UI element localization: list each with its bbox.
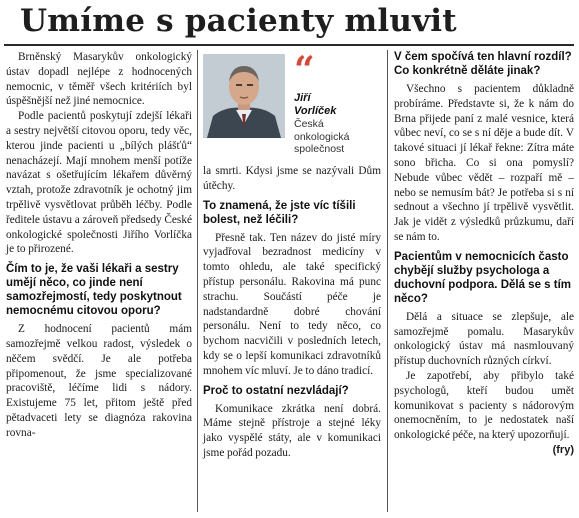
- headline-rule: [4, 44, 574, 46]
- answer-paragraph: Přesně tak. Ten název do jisté míry vyjadřoval bezradnost medicíny v tomto ohledu, ale také specifický přístup personálu. Rakovina má punc strachu. Součástí péče je nadstandardně dobré chování personálu. Není to tedy něco, co bychom nacvičili v posledních letech, kdy se o lepší komunikaci zdravotníků mnohem víc mluví. Je to dáno tradicí.: [203, 231, 381, 377]
- answer-paragraph: Dělá a situace se zlepšuje, ale samozřejmě pomalu. Masarykův onkologický ústav má nasmlouvaný přístup duchovních různých církví.: [394, 310, 574, 368]
- intro-paragraph: Brněnský Masarykův onkologický ústav dopadl nejlépe z hodnocených nemocnic, v těměř všech kritériích byl úspěšnější než jiné nemocnice.: [6, 51, 192, 108]
- interview-question: To znamená, že jste víc tíšili bolest, než léčili?: [203, 199, 356, 226]
- answer-paragraph: Komunikace zkrátka není dobrá. Máme stejně přístroje a stejné léky jako vyspělé státy, ale v komunikaci jsme pořád pozadu.: [203, 402, 381, 459]
- answer-paragraph: [394, 369, 574, 456]
- article-headline: Umíme s pacienty mluvit: [20, 3, 457, 39]
- portrait-photo: [203, 54, 285, 138]
- interview-question: Čím to je, že vaši lékaři a sestry umějí něco, co jinde není samozřejmostí, tedy poskytnout nemocnému citovou oporu?: [6, 263, 182, 318]
- person-role-line: Česká onkologická: [294, 118, 350, 143]
- author-signature: (fry): [552, 443, 574, 456]
- answer-paragraph: Z hodnocení pacientů mám samozřejmě velkou radost, výsledek o něčem svědčí. Je ale potřeba připomenout, že jsme specializované pracoviště, léčíme lidi s nádory. Existujeme 75 let, přitom ještě před pětadvaceti lety se diagnóza rakovina rovna-: [6, 323, 192, 439]
- portrait-block: [203, 50, 381, 164]
- body-paragraph: Podle pacientů poskytují zdejší lékaři a sestry největší citovou oporu, tedy věc, kterou jinde pacienti u „bílých plášťů“ nenacházejí. Mají mnohem menší potíže navázat s ošetřujícím lékařem důvěrný vztah, protože zdravotník je ochotný jim trpělivě vysvětlovat průběh léčby. Podle ředitele ústavu a zároveň předsedy České onkologické společnosti Jiřího Vorlíčka je to přirozené.: [6, 110, 192, 256]
- interview-question: V čem spočívá ten hlavní rozdíl? Co konkrétně děláte jinak?: [394, 51, 572, 77]
- person-role: [294, 118, 381, 156]
- answer-text: Je zapotřebí, aby přibylo také psychologů, kteří budou umět komunikovat s pacienty s nádorovým onemocněním, to je nedostatek naší onkologické péče, na který upozorňují.: [394, 369, 574, 442]
- column-2: [203, 50, 381, 461]
- interview-question: Pacientům v nemocnicích často chybějí služby psychologa a duchovní podpora. Dělá se s tím něco?: [394, 250, 572, 305]
- column-3: [394, 50, 574, 458]
- column-divider: [197, 50, 198, 512]
- person-role-line: společnost: [294, 143, 345, 155]
- answer-paragraph: la smrti. Kdysi jsme se nazývali Dům útěchy.: [203, 165, 381, 192]
- person-first-name: Jiří: [294, 92, 311, 104]
- quote-mark-icon: “: [294, 49, 315, 91]
- person-name: [294, 92, 336, 117]
- person-last-name: Vorlíček: [294, 104, 337, 117]
- column-1: [6, 50, 192, 441]
- interview-question: Proč to ostatní nezvládají?: [203, 384, 349, 397]
- column-divider: [387, 50, 388, 512]
- answer-paragraph: Všechno s pacientem důkladně probíráme. Představte si, že k nám do Brna přijede paní z malé vesnice, která vůbec neví, co se s ní děje a bude dít. V takové situaci jí lékař řekne: Zítra máte sono břicha. Co si ona pomyslí? Nebude vůbec vědět – rozpaří mě – nebo se nemusím bát? Je potřeba si s ní sednout a všechno jí trpělivě vysvětlit. Jak je vidět z výsledků průzkumu, daří se nám to.: [394, 83, 574, 243]
